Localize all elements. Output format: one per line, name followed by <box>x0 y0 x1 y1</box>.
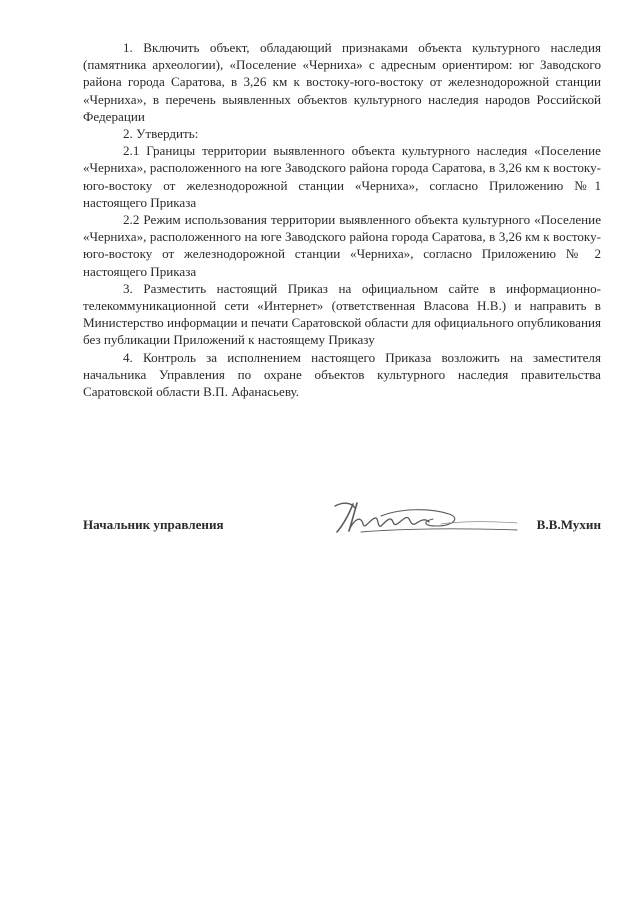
order-body <box>83 39 601 400</box>
signature-block <box>83 512 601 552</box>
signer-position: Начальник управления <box>83 517 224 532</box>
paragraph-item-2-2: 2.2 Режим использования территории выявленного объекта культурного «Поселение «Черниха», расположенного на юге Заводского района города Саратова, в 3,26 км к востоку-юго-востоку от железнодорожной станции «Черниха», согласно Приложению № 2 настоящего Приказа <box>83 212 601 279</box>
paragraph-item-2: 2. Утвердить: <box>123 126 199 142</box>
handwritten-signature <box>321 498 521 540</box>
paragraph-item-4: 4. Контроль за исполнением настоящего Приказа возложить на заместителя начальника Управления по охране объектов культурного наследия правительства Саратовской области В.П. Афанасьеву. <box>83 349 601 400</box>
paragraph-item-3: 3. Разместить настоящий Приказ на официальном сайте в информационно-телекоммуникационной сети «Интернет» (ответственная Власова Н.В.) и направить в Министерство информации и печати Саратовской области для официального опубликования без публикации Приложений к настоящему Приказу <box>83 280 601 348</box>
paragraph-item-2-1: 2.1 Границы территории выявленного объекта культурного наследия «Поселение «Черниха», расположенного на юге Заводского района города Саратова, в 3,26 км к востоку-юго-востоку от железнодорожной станции «Черниха», согласно Приложению №1 настоящего Приказа <box>83 143 601 210</box>
paragraph-item-1: 1. Включить объект, обладающий признаками объекта культурного наследия (памятника археологии), «Поселение «Черниха» с адресным ориентиром: юг Заводского района города Саратова, в 3,26 км к востоку-юго-востоку от железнодорожной станции «Черниха», в перечень выявленных объектов культурного наследия народов Российской Федерации <box>83 40 601 124</box>
signer-name: В.В.Мухин <box>536 517 601 532</box>
